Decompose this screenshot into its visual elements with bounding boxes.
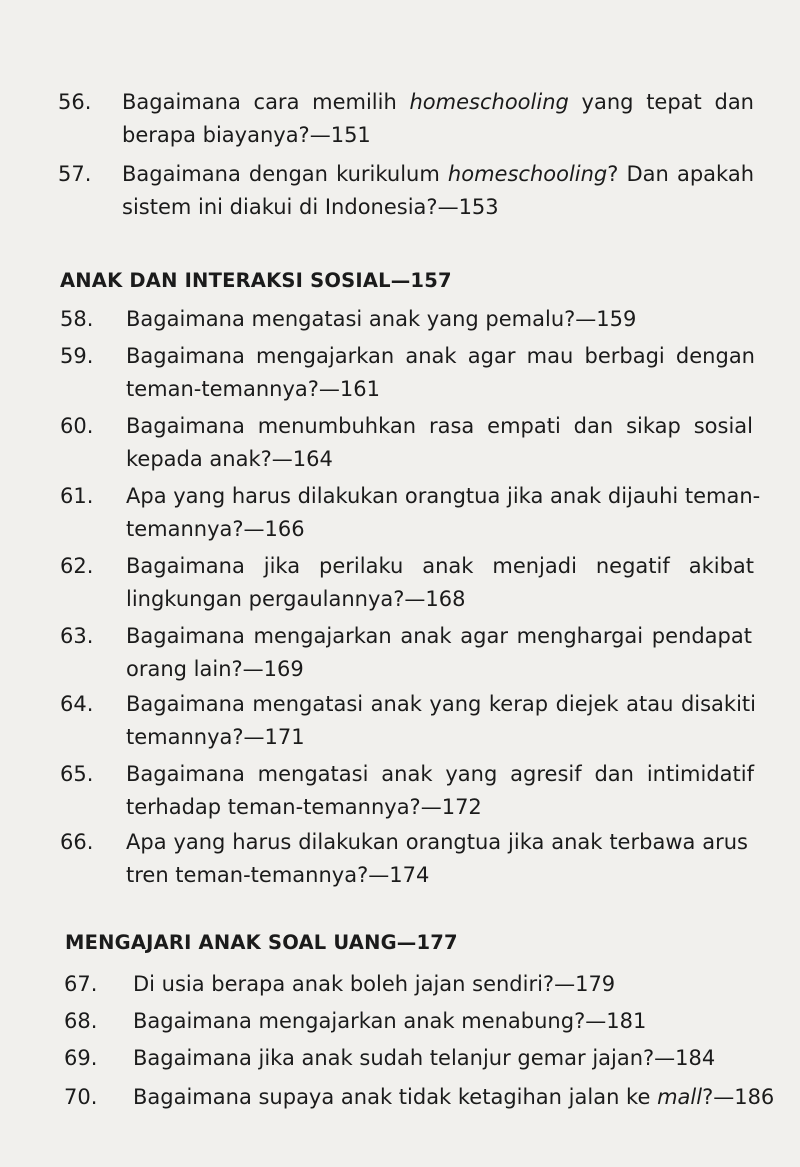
entry-number: 69. — [64, 1046, 98, 1070]
question-line: temannya?—171 — [126, 725, 305, 749]
italic-term: homeschooling — [409, 90, 569, 114]
entry-question — [126, 688, 756, 754]
entry-question — [133, 1005, 646, 1038]
section-heading: MENGAJARI ANAK SOAL UANG—177 — [65, 931, 458, 954]
question-line: Bagaimana mengajarkan anak menabung?—181 — [133, 1009, 647, 1033]
entry-number: 62. — [60, 554, 94, 578]
question-line: Bagaimana mengatasi anak yang pemalu?—159 — [126, 307, 637, 331]
question-line: Bagaimana jika anak sudah telanjur gemar jajan?—184 — [133, 1046, 716, 1070]
entry-question — [126, 550, 754, 616]
entry-question — [122, 86, 754, 152]
entry-question — [133, 1081, 774, 1114]
entry-number: 68. — [64, 1009, 98, 1033]
question-line: Bagaimana mengatasi anak yang agresif dan intimidatif — [126, 762, 754, 786]
entry-question — [126, 303, 636, 336]
question-line: Bagaimana supaya anak tidak ketagihan jalan ke mall?—186 — [133, 1085, 775, 1109]
question-line: teman-temannya?—161 — [126, 377, 380, 401]
entry-question — [126, 480, 760, 546]
entry-number: 67. — [64, 972, 98, 996]
entry-question — [126, 758, 754, 824]
question-line: sistem ini diakui di Indonesia?—153 — [122, 195, 499, 219]
question-line: Bagaimana mengatasi anak yang kerap diejek atau disakiti — [126, 692, 756, 716]
entry-number: 66. — [60, 830, 94, 854]
question-line: Bagaimana dengan kurikulum homeschooling? Dan apakah — [122, 162, 755, 186]
question-line: Bagaimana cara memilih homeschooling yang tepat dan — [122, 90, 754, 114]
question-line: kepada anak?—164 — [126, 447, 333, 471]
entry-number: 64. — [60, 692, 94, 716]
entry-number: 65. — [60, 762, 94, 786]
entry-question — [122, 158, 754, 224]
italic-term: mall — [657, 1085, 703, 1109]
entry-question — [126, 620, 752, 686]
question-line: terhadap teman-temannya?—172 — [126, 795, 482, 819]
entry-number: 70. — [64, 1085, 98, 1109]
entry-number: 60. — [60, 414, 94, 438]
entry-number: 63. — [60, 624, 94, 648]
question-line: temannya?—166 — [126, 517, 305, 541]
entry-number: 59. — [60, 344, 94, 368]
entry-number: 56. — [58, 90, 92, 114]
question-line: Bagaimana jika perilaku anak menjadi negatif akibat — [126, 554, 754, 578]
entry-number: 61. — [60, 484, 94, 508]
question-line: Apa yang harus dilakukan orangtua jika anak terbawa arus — [126, 830, 748, 854]
question-line: Bagaimana mengajarkan anak agar mau berbagi dengan — [126, 344, 755, 368]
entry-question — [126, 340, 755, 406]
entry-question — [133, 1042, 715, 1075]
question-line: tren teman-temannya?—174 — [126, 863, 430, 887]
question-line: Bagaimana mengajarkan anak agar menghargai pendapat — [126, 624, 752, 648]
entry-question — [133, 968, 615, 1001]
entry-question — [126, 826, 748, 892]
section-heading: ANAK DAN INTERAKSI SOSIAL—157 — [60, 269, 452, 292]
question-line: Apa yang harus dilakukan orangtua jika anak dijauhi teman- — [126, 484, 761, 508]
question-line: berapa biayanya?—151 — [122, 123, 371, 147]
entry-number: 57. — [58, 162, 92, 186]
question-line: orang lain?—169 — [126, 657, 304, 681]
entry-number: 58. — [60, 307, 94, 331]
italic-term: homeschooling — [447, 162, 608, 186]
question-line: Bagaimana menumbuhkan rasa empati dan sikap sosial — [126, 414, 753, 438]
question-line: Di usia berapa anak boleh jajan sendiri?—179 — [133, 972, 616, 996]
entry-question — [126, 410, 753, 476]
question-line: lingkungan pergaulannya?—168 — [126, 587, 466, 611]
